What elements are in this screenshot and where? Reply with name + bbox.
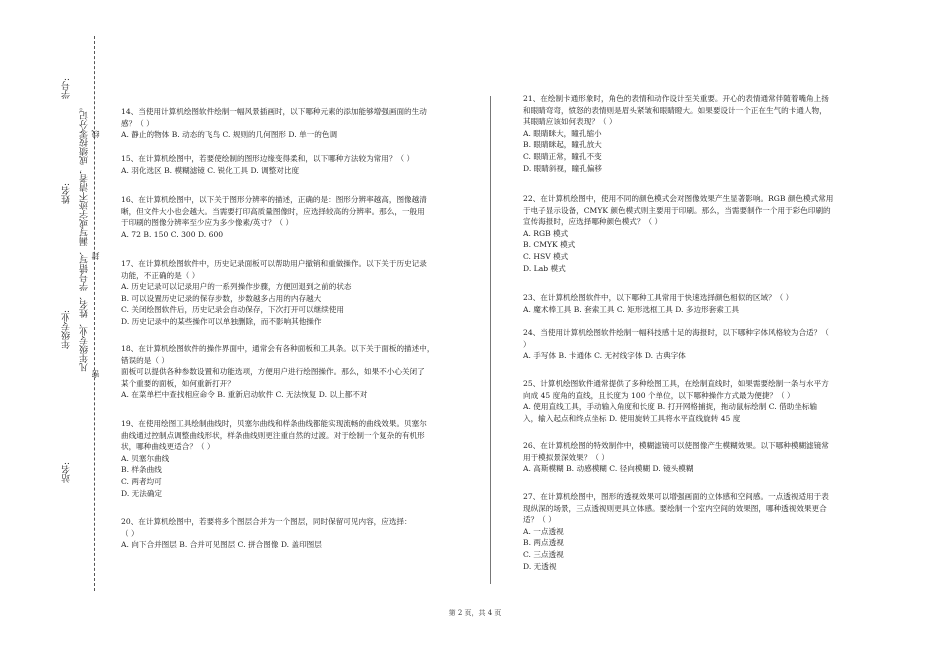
question-16: 16、在计算机绘图中，以下关于图形分辨率的描述，正确的是：图形分辨率越高，图像越清 晰，但文件大小也会越大。当需要打印高质量图像时，应选择较高的分辨率。那么，一般用 于印刷的图像分辨率至少应为多少像素/英寸？（ ） A. 72 B. 150 C. 300 D. 600 (121, 195, 427, 239)
question-27: 27、在计算机绘图中，图形的透视效果可以增强画面的立体感和空间感。一点透视适用于表 现纵深的场景，三点透视则更具立体感。要绘制一个室内空间的效果图，哪种透视效果更合 适？（ ） A. 一点透视 B. 两点透视 C. 三点透视 D. 无透视 (523, 492, 829, 571)
question-21: 21、在绘制卡通形象时，角色的表情和动作设计至关重要。开心的表情通常伴随着嘴角上扬 和眼睛弯弯，愤怒的表情则是眉头紧皱和眼睛瞪大。如果要设计一个正在生气的卡通人物， 其眼睛应该如何表现？（ ） A. 眼睛眯大，瞳孔缩小 B. 眼睛眯起，瞳孔放大 C. 眼睛正常，瞳孔不变 D. 眼睛斜视，瞳孔偏移 (523, 94, 829, 173)
seal-char-mi: 密 (91, 370, 100, 378)
question-24: 24、当使用计算机绘图软件绘制一幅科技感十足的海报时，以下哪种字体风格较为合适？（ ） A. 手写体 B. 卡通体 C. 无衬线字体 D. 古典字体 (523, 328, 829, 361)
binding-seal-line (94, 36, 96, 591)
school-label: 站名: (62, 462, 72, 484)
question-26: 26、在计算机绘图的特效制作中，模糊滤镜可以使图像产生模糊效果。以下哪种模糊滤镜常 用于模拟景深效果？（ ） A. 高斯模糊 B. 动感模糊 C. 径向模糊 D. 镜头模糊 (523, 441, 829, 474)
student-id-label: 学号: (62, 78, 72, 100)
question-19: 19、在使用绘图工具绘制曲线时，贝塞尔曲线和样条曲线都能实现流畅的曲线效果。贝塞尔 曲线通过控制点调整曲线形状，样条曲线则更注重自然的过渡。对于绘制一个复杂的有机形 状，哪种曲线更适合？（ ） A. 贝塞尔曲线 B. 样条曲线 C. 两者均可 D. 无法确定 (121, 419, 427, 498)
question-18: 18、在计算机绘图软件的操作界面中，通常会有各种面板和工具条。以下关于面板的描述中， 错误的是（ ） 面板可以提供各种参数设置和功能选项，方便用户进行绘图操作。那么，如果不小心关闭了 某个重要的面板，如何重新打开？ A. 在菜单栏中查找相应命令 B. 重新启动软件 C. 无法恢复 D. 以上都不对 (121, 344, 435, 400)
binding-notice: 凡年级专业、姓名、学号错写、漏写或字迹不清者，成绩按零分记。 (80, 102, 90, 372)
question-23: 23、在计算机绘图软件中，以下哪种工具常用于快速选择颜色相似的区域？（ ） A. 魔术棒工具 B. 套索工具 C. 矩形选框工具 D. 多边形套索工具 (523, 293, 794, 314)
question-25: 25、计算机绘图软件通常提供了多种绘图工具，在绘制直线时，如果需要绘制一条与水平方 向成 45 度角的直线，且长度为 100 个单位，以下哪种操作方式最为便捷？（ ） A. 使用直线工具，手动输入角度和长度 B. 打开网格捕捉，拖动鼠标绘制 C. 借助坐标输 入，输入起点和终点坐标 D. 使用旋转工具将水平直线旋转 45 度 (523, 379, 829, 423)
grade-major-label: 年级专业: (62, 310, 72, 350)
question-14: 14、当使用计算机绘图软件绘制一幅风景插画时，以下哪种元素的添加能够增强画面的生动 感？（ ） A. 静止的物体 B. 动态的飞鸟 C. 规则的几何图形 D. 单一的色调 (121, 107, 427, 140)
question-17: 17、在计算机绘图软件中，历史记录面板可以帮助用户撤销和重做操作。以下关于历史记录 功能，不正确的是（ ） A. 历史记录可以记录用户的一系列操作步骤，方便回退到之前的状态 B. 可以设置历史记录的保存步数，步数越多占用的内存越大 C. 关闭绘图软件后，历史记录会自动保存，下次打开可以继续使用 D. 历史记录中的某些操作可以单独删除，而不影响其他操作 (121, 259, 427, 326)
name-label: 姓名: (62, 183, 72, 205)
question-15: 15、在计算机绘图中，若要使绘制的图形边缘变得柔和，以下哪种方法较为常用？（ ） A. 羽化选区 B. 模糊滤镜 C. 锐化工具 D. 调整对比度 (121, 154, 415, 175)
seal-char-feng: 封 (91, 252, 100, 260)
column-divider (490, 96, 491, 584)
question-22: 22、在计算机绘图中，使用不同的颜色模式会对图像效果产生显著影响。RGB 颜色模式常用 于电子显示设备，CMYK 颜色模式则主要用于印刷。那么，当需要制作一个用于彩色印刷的 宣传海报时，应选择哪种颜色模式？（ ） A. RGB 模式 B. CMYK 模式 C. HSV 模式 D. Lab 模式 (523, 194, 834, 273)
seal-char-xian: 线 (91, 130, 100, 138)
question-20: 20、在计算机绘图中，若要将多个图层合并为一个图层，同时保留可见内容，应选择： （ ） A. 向下合并图层 B. 合并可见图层 C. 拼合图像 D. 盖印图层 (121, 517, 412, 550)
page-footer: 第 2 页，共 4 页 (448, 609, 502, 617)
